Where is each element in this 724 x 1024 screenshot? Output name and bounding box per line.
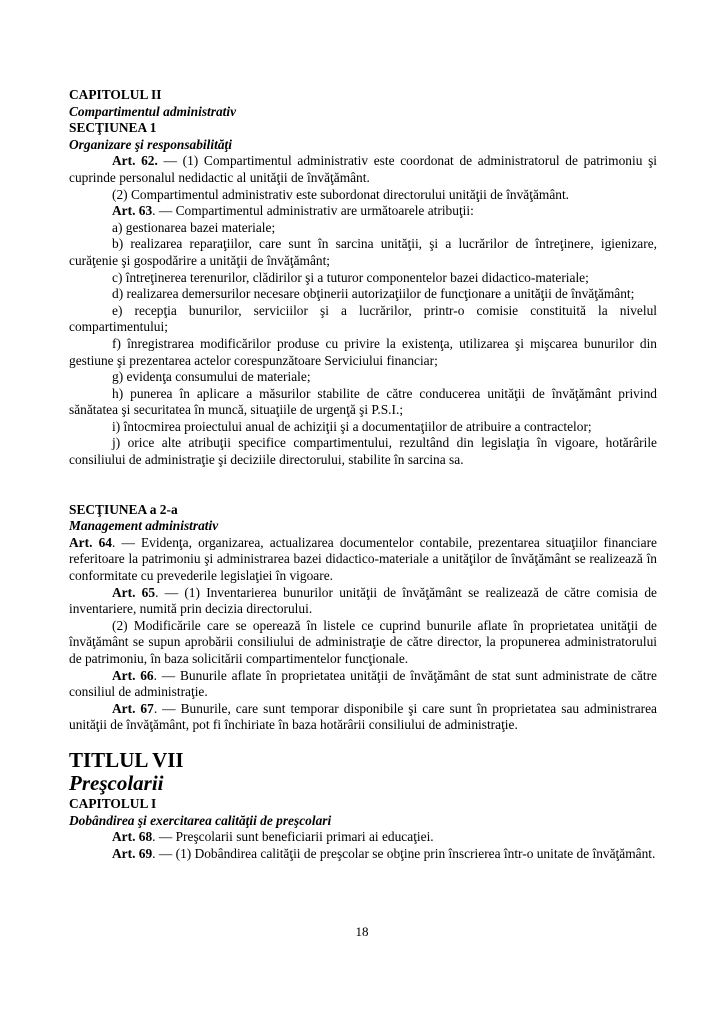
article-65 [69,585,657,618]
article-63 [69,203,657,220]
title-spacer [69,734,657,749]
section-2-heading: SECŢIUNEA a 2-a [69,501,178,517]
chapter-2-heading: CAPITOLUL II [69,87,162,102]
article-62-paragraph-2: (2) Compartimentul administrativ este subordonat directorului unităţii de învăţământ. [112,186,570,202]
article-69-text: . — (1) Dobândirea calităţii de preşcolar se obţine prin înscrierea într-o unitate de învăţământ. [152,845,656,861]
article-63-item-d: d) realizarea demersurilor necesare obţinerii autorizaţiilor de funcţionare a unităţii de învăţământ; [112,286,635,302]
article-65-paragraph-2: (2) Modificările care se operează în listele ce cuprind bunurile aflate în proprietatea unităţii de învăţământ se supun aprobării consiliului de administraţie de către director, la propunerea administratorului de patrimoniu, în baza solicitării compartimentelor funcţionale. [69,617,657,666]
article-69-label: Art. 69 [112,845,153,861]
article-66 [69,668,657,701]
article-63-item-c: c) întreţinerea terenurilor, clădirilor şi a tuturor componentelor bazei didactico-materiale; [112,269,589,285]
article-65-text: . — (1) Inventarierea bunurilor unităţii de învăţământ se realizează de către comisia de inventariere, numită prin decizia directorului. [69,584,657,617]
article-68-label: Art. 68 [112,829,153,845]
article-63-item-h: h) punerea în aplicare a măsurilor stabilite de către conducerea unităţii de învăţământ privind sănătatea şi securitatea în muncă, situaţiile de urgenţă şi P.S.I.; [69,385,657,418]
article-64 [69,535,657,585]
page-number: 18 [355,924,369,939]
article-63-item-f: f) înregistrarea modificărilor produse cu privire la existenţa, utilizarea şi mişcarea bunurilor din gestiune şi prezentarea actelor corespunzătoare Serviciului financiar; [69,335,657,368]
article-63-item-e: e) recepţia bunurilor, serviciilor şi a lucrărilor, printr-o comisie constituită la nivelul compartimentului; [69,302,657,335]
article-69 [69,846,657,863]
article-67-label: Art. 67 [112,700,154,716]
document-page [69,87,657,862]
chapter-1-subtitle: Dobândirea şi exercitarea calităţii de preşcolari [69,812,332,828]
article-63-label: Art. 63 [112,203,153,219]
article-63-item-a: a) gestionarea bazei materiale; [112,219,276,235]
section-1-heading: SECŢIUNEA 1 [69,120,157,136]
chapter-2-subtitle: Compartimentul administrativ [69,103,237,119]
section-1-subtitle: Organizare şi responsabilităţi [69,136,232,152]
article-65-label: Art. 65 [112,584,156,600]
article-62-label: Art. 62. [112,153,158,169]
chapter-1-heading: CAPITOLUL I [69,795,157,811]
article-63-item-i: i) întocmirea proiectului anual de achiziţii şi a documentaţiilor de atribuire a contractelor; [112,418,592,434]
article-64-label: Art. 64 [69,534,112,550]
article-68-text: . — Preşcolarii sunt beneficiarii primari ai educaţiei. [152,829,434,845]
article-67-text: . — Bunurile, care sunt temporar disponibile şi care sunt în proprietatea sau administrarea unităţii de învăţământ, pot fi închiriate în baza hotărârii consiliului de administraţie. [69,700,657,733]
section-spacer [69,469,657,502]
article-66-text: . — Bunurile aflate în proprietatea unităţii de învăţământ de stat sunt administrate de către consiliul de administraţie. [69,667,657,700]
article-68 [69,829,657,846]
article-64-text: . — Evidenţa, organizarea, actualizarea documentelor contabile, prezentarea situaţiilor financiare referitoare la patrimoniu şi administrarea bazei didactico-materiale a unităţilor de învăţământ se realizează în conformitate cu prevederile legislaţiei în vigoare. [69,534,657,584]
article-67 [69,701,657,734]
article-63-item-b: b) realizarea reparaţiilor, care sunt în sarcina unităţii, şi a lucrărilor de întreţinere, igienizare, curăţenie şi gospodărire a unităţii de învăţământ; [69,236,657,268]
article-63-item-j: j) orice alte atribuţii specifice compartimentului, rezultând din legislaţia în vigoare, hotărârile consiliului de administraţie şi deciziile directorului, stabilite în sarcina sa. [69,435,657,468]
title-7-heading: TITLUL VII [69,747,184,772]
article-63-text: . — Compartimentul administrativ are următoarele atribuţii: [152,203,474,219]
title-7-subtitle: Preşcolarii [69,770,164,795]
article-62 [69,153,657,186]
article-62-text: — (1) Compartimentul administrativ este coordonat de administratorul de patrimoniu şi cuprinde personalul nedidactic al unităţii de învăţământ. [69,153,658,185]
article-63-item-g: g) evidenţa consumului de materiale; [112,369,311,385]
article-66-label: Art. 66 [112,667,154,683]
section-2-subtitle: Management administrativ [69,518,219,534]
